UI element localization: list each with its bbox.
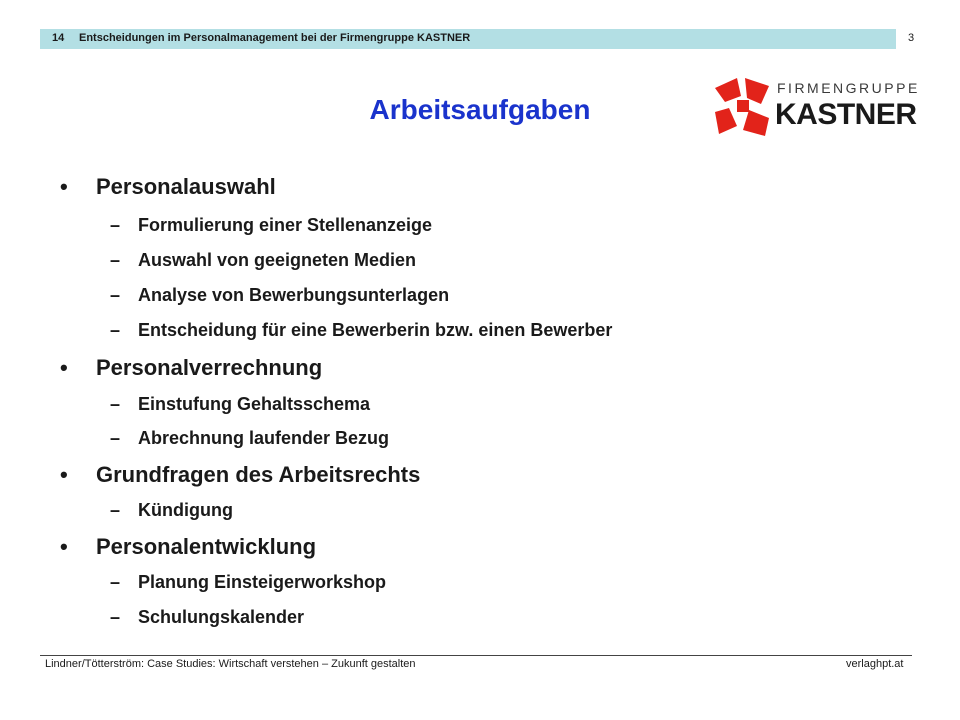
bullet-item [60,534,316,560]
sub-item [110,428,389,449]
footer-divider [40,655,912,656]
sub-item [110,607,304,628]
sub-mark: – [110,428,121,448]
sub-item [110,394,370,415]
footer-publisher: verlaghpt.at [846,658,904,670]
kastner-logo-mark-icon [711,74,775,140]
sub-text: Auswahl von geeigneten Medien [138,250,417,270]
sub-text: Abrechnung laufender Bezug [138,428,390,448]
sub-item [110,285,449,306]
logo-text-firmengruppe: FIRMENGRUPPE [777,80,920,96]
sub-text: Analyse von Bewerbungsunterlagen [138,285,450,305]
bullet-mark: • [60,174,68,199]
sub-text: Einstufung Gehaltsschema [138,394,371,414]
bullet-text: Personalauswahl [96,174,276,199]
sub-item [110,320,612,341]
bullet-item [60,355,322,381]
sub-text: Formulierung einer Stellenanzeige [138,215,433,235]
sub-mark: – [110,215,121,235]
bullet-mark: • [60,355,68,380]
sub-text: Schulungskalender [138,607,305,627]
page-number: 3 [908,32,915,44]
bullet-text: Personalentwicklung [96,534,317,559]
bullet-text: Grundfragen des Arbeitsrechts [96,462,421,487]
footer-citation: Lindner/Tötterström: Case Studies: Wirtschaft verstehen – Zukunft gestalten [45,658,416,670]
sub-mark: – [110,394,121,414]
logo-text-kastner: KASTNER [775,98,917,131]
sub-text: Planung Einsteigerworkshop [138,572,387,592]
sub-text: Kündigung [138,500,233,520]
sub-item [110,500,233,521]
sub-mark: – [110,320,121,340]
sub-item [110,572,386,593]
sub-item [110,250,416,271]
chapter-title: Entscheidungen im Personalmanagement bei der Firmengruppe KASTNER [79,32,471,44]
sub-text: Entscheidung für eine Bewerberin bzw. einen Bewerber [138,320,613,340]
slide-title: Arbeitsaufgaben [369,94,591,125]
sub-item [110,215,432,236]
sub-mark: – [110,572,121,592]
bullet-item [60,174,276,200]
sub-mark: – [110,285,121,305]
bullet-item [60,462,420,488]
chapter-number: 14 [52,32,65,44]
sub-mark: – [110,250,121,270]
sub-mark: – [110,500,121,520]
sub-mark: – [110,607,121,627]
bullet-mark: • [60,462,68,487]
kastner-logo [711,74,920,140]
bullet-text: Personalverrechnung [96,355,323,380]
bullet-mark: • [60,534,68,559]
